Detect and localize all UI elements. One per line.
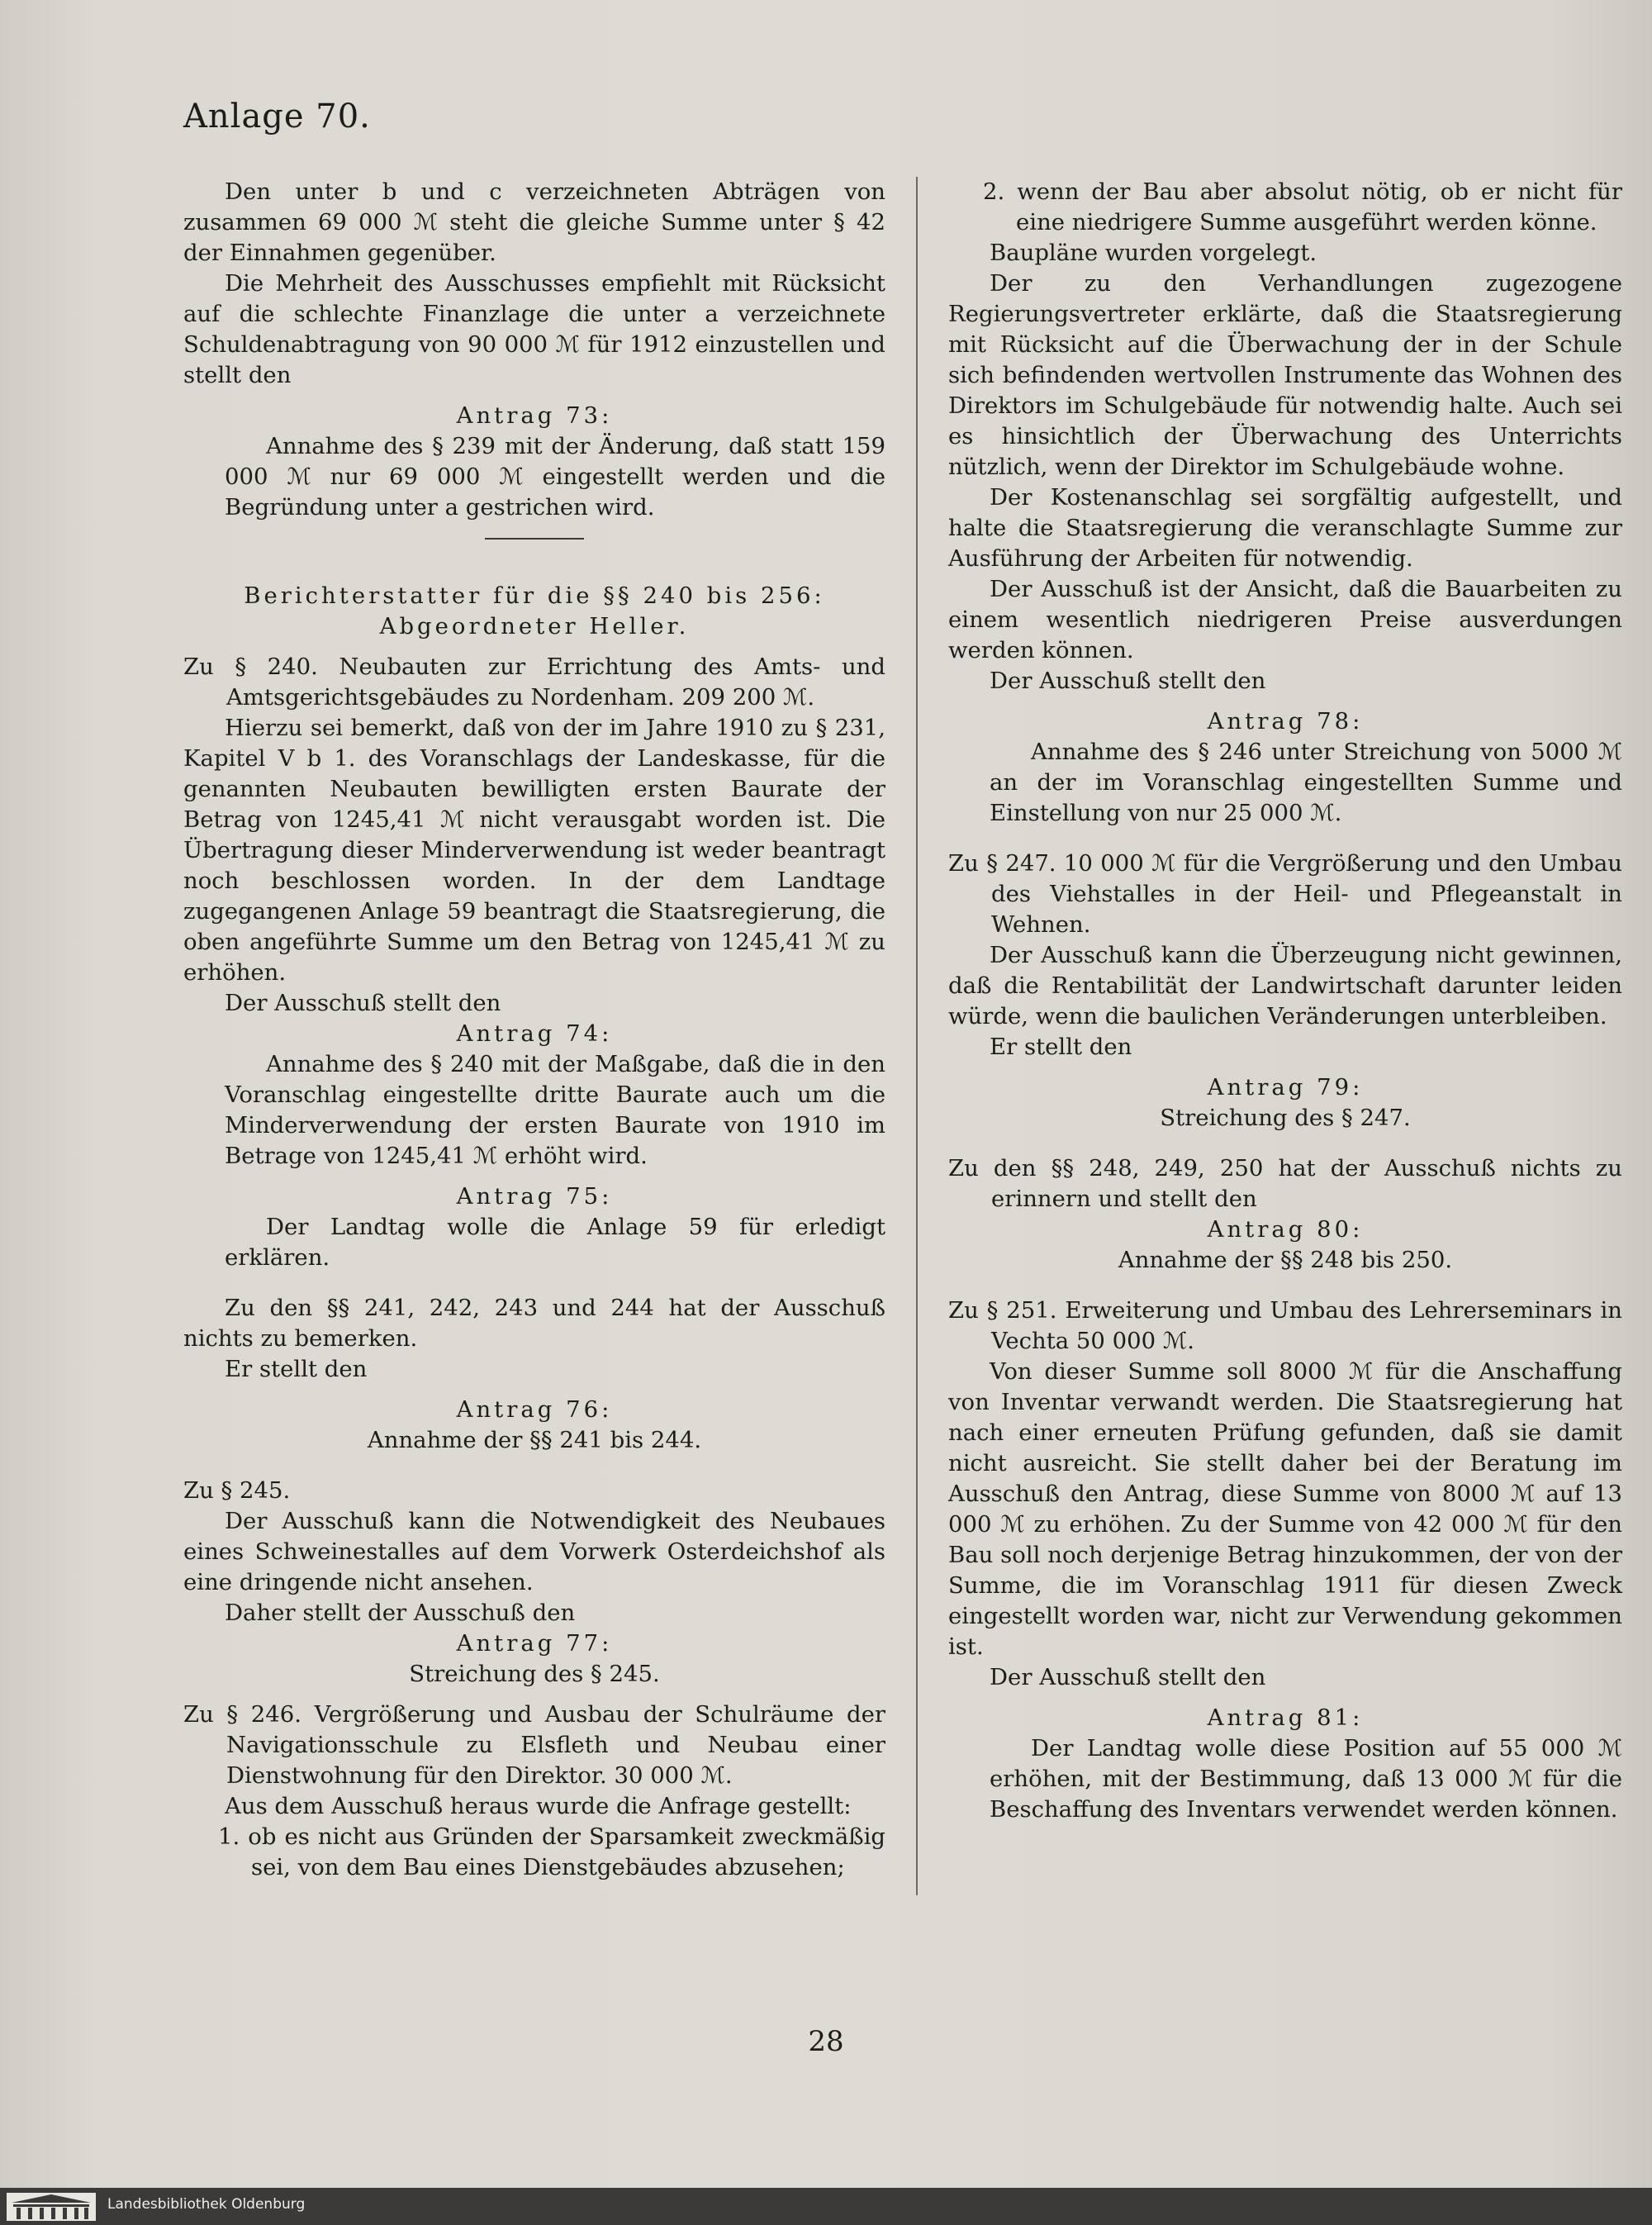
column-divider [916, 177, 918, 1895]
left-column [183, 177, 885, 1883]
reporter-line: Berichterstatter für die §§ 240 bis 256: [244, 582, 825, 609]
paragraph: Der Ausschuß stellt den [990, 1664, 1266, 1690]
section-heading: Zu § 245. [183, 1477, 291, 1504]
page-number: 28 [808, 2025, 844, 2058]
section-heading: Zu § 247. 10 000 ℳ für die Vergrößerung und den Umbau des Viehstalles in der Heil- und Pflegeanstalt in Wehnen. [948, 850, 1622, 938]
paragraph: Hierzu sei bemerkt, daß von der im Jahre 1910 zu § 231, Kapitel V b 1. des Voranschlags der Landeskasse, für die genannten Neubauten bewilligten ersten Baurate der Betrag von 1245,41 ℳ nicht verausgabt worden ist. Die Übertragung dieser Minderverwendung ist weder beantragt noch beschlossen worden. In der dem Landtage zugegangenen Anlage 59 beantragt die Staatsregierung, die oben angeführte Summe um den Betrag von 1245,41 ℳ zu erhöhen. [183, 715, 885, 986]
motion-text: Streichung des § 247. [1160, 1105, 1411, 1131]
page-header: Anlage 70. [183, 97, 371, 135]
paragraph: Den unter b und c verzeichneten Abträgen von zusammen 69 000 ℳ steht die gleiche Summe unter § 42 der Einnahmen gegenüber. [183, 178, 885, 266]
paragraph: Der Ausschuß kann die Überzeugung nicht gewinnen, daß die Rentabilität der Landwirtschaft darunter leiden würde, wenn die baulichen Veränderungen unterbleiben. [948, 942, 1622, 1029]
paragraph: Er stellt den [990, 1034, 1132, 1060]
paragraph: Die Mehrheit des Ausschusses empfiehlt mit Rücksicht auf die schlechte Finanzlage die unter a verzeichnete Schuldenabtragung von 90 000 ℳ für 1912 einzustellen und stellt den [183, 270, 885, 388]
library-building-icon [5, 2189, 97, 2223]
reporter-name: Abgeordneter Heller. [379, 613, 690, 639]
motion-text: Der Landtag wolle die Anlage 59 für erledigt erklären. [225, 1214, 885, 1271]
paragraph: Der Ausschuß ist der Ansicht, daß die Bauarbeiten zu einem wesentlich niedrigeren Preise ausverdungen werden können. [948, 576, 1622, 663]
right-column [948, 177, 1622, 1825]
motion-text: Annahme des § 240 mit der Maßgabe, daß die in den Voranschlag eingestellte dritte Baurate auch um die Minderverwendung der ersten Baurate von 1910 im Betrage von 1245,41 ℳ erhöht wird. [225, 1051, 885, 1169]
paragraph: Der Kostenanschlag sei sorgfältig aufgestellt, und halte die Staatsregierung die veranschlagte Summe zur Ausführung der Arbeiten für notwendig. [948, 484, 1622, 572]
list-item: 1. ob es nicht aus Gründen der Sparsamkeit zweckmäßig sei, von dem Bau eines Dienstgebäudes abzusehen; [218, 1823, 885, 1880]
motion-text: Streichung des § 245. [409, 1661, 660, 1687]
paragraph: Er stellt den [225, 1356, 368, 1382]
paragraph: Von dieser Summe soll 8000 ℳ für die Anschaffung von Inventar verwandt werden. Die Staatsregierung hat nach einer erneuten Prüfung gefunden, daß sie damit nicht ausreicht. Sie stellt daher bei der Beratung im Ausschuß den Antrag, diese Summe von 8000 ℳ auf 13 000 ℳ zu erhöhen. Zu der Summe von 42 000 ℳ für den Bau soll noch derjenige Betrag hinzukommen, der von der Summe, die im Voranschlag 1911 für diesen Zweck eingestellt worden war, nicht zur Verwendung gekommen ist. [948, 1358, 1622, 1660]
paragraph: Baupläne wurden vorgelegt. [990, 240, 1317, 266]
motion-heading: Antrag 78: [1207, 708, 1364, 735]
motion-text: Annahme des § 239 mit der Änderung, daß statt 159 000 ℳ nur 69 000 ℳ eingestellt werden und die Begründung unter a gestrichen wird. [225, 433, 885, 521]
motion-heading: Antrag 73: [456, 402, 613, 429]
paragraph: Der Ausschuß stellt den [990, 668, 1266, 694]
motion-heading: Antrag 80: [1207, 1216, 1364, 1243]
paragraph: Aus dem Ausschuß heraus wurde die Anfrage gestellt: [225, 1793, 852, 1819]
motion-heading: Antrag 81: [1207, 1704, 1364, 1731]
section-heading: Zu § 246. Vergrößerung und Ausbau der Schulräume der Navigationsschule zu Elsfleth und Neubau einer Dienstwohnung für den Direktor. 30 000 ℳ. [183, 1701, 885, 1789]
motion-heading: Antrag 79: [1207, 1074, 1364, 1101]
paragraph: Der zu den Verhandlungen zugezogene Regierungsvertreter erklärte, daß die Staatsregierung mit Rücksicht auf die Überwachung der in der Schule sich befindenden wertvollen Instrumente das Wohnen des Direktors im Schulgebäude für notwendig halte. Auch sei es hinsichtlich der Überwachung des Unterrichts nützlich, wenn der Direktor im Schulgebäude wohne. [948, 270, 1622, 480]
footer-library-name: Landesbibliothek Oldenburg [107, 2196, 306, 2213]
motion-text: Annahme des § 246 unter Streichung von 5000 ℳ an der im Voranschlag eingestellten Summe und Einstellung von nur 25 000 ℳ. [990, 739, 1622, 826]
motion-heading: Antrag 77: [456, 1630, 613, 1657]
list-item: 2. wenn der Bau aber absolut nötig, ob er nicht für eine niedrigere Summe ausgeführt werden könne. [983, 178, 1622, 235]
section-separator [485, 538, 584, 540]
motion-text: Annahme der §§ 241 bis 244. [367, 1427, 702, 1453]
section-heading: Zu den §§ 248, 249, 250 hat der Ausschuß nichts zu erinnern und stellt den [948, 1155, 1622, 1212]
section-heading: Zu § 251. Erweiterung und Umbau des Lehrerseminars in Vechta 50 000 ℳ. [948, 1297, 1622, 1354]
paragraph: Der Ausschuß kann die Notwendigkeit des Neubaues eines Schweinestalles auf dem Vorwerk Osterdeichshof als eine dringende nicht ansehen. [183, 1508, 885, 1595]
paragraph: Zu den §§ 241, 242, 243 und 244 hat der Ausschuß nichts zu bemerken. [183, 1295, 885, 1352]
motion-heading: Antrag 76: [456, 1396, 613, 1423]
motion-text: Der Landtag wolle diese Position auf 55 000 ℳ erhöhen, mit der Bestimmung, daß 13 000 ℳ für die Beschaffung des Inventars verwendet werden können. [990, 1735, 1622, 1823]
section-heading: Zu § 240. Neubauten zur Errichtung des Amts- und Amtsgerichtsgebäudes zu Nordenham. 209 200 ℳ. [183, 654, 885, 711]
paragraph: Daher stellt der Ausschuß den [225, 1600, 576, 1626]
paragraph: Der Ausschuß stellt den [225, 990, 501, 1016]
motion-heading: Antrag 75: [456, 1183, 613, 1210]
motion-text: Annahme der §§ 248 bis 250. [1118, 1247, 1453, 1273]
motion-heading: Antrag 74: [456, 1020, 613, 1047]
